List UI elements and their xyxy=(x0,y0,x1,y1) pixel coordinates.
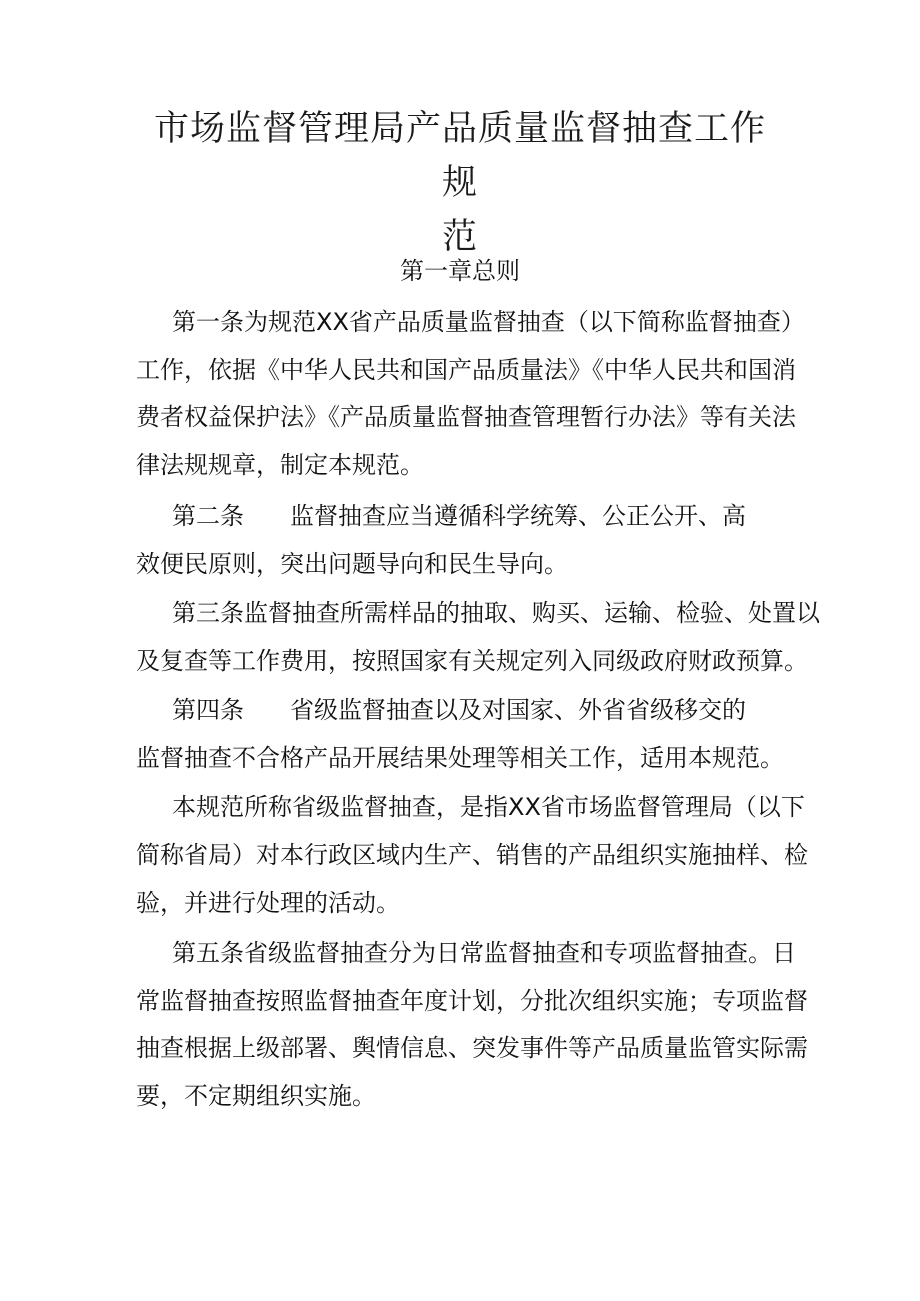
document-title-line-2: 范 xyxy=(441,217,478,257)
article-4-definition-line-3: 验，并进行处理的活动。 xyxy=(136,889,400,917)
article-1-line-3: 费者权益保护法》《产品质量监督抽查管理暂行办法》等有关法 xyxy=(136,403,796,431)
article-1-line-1: 第一条为规范XX省产品质量监督抽查（以下简称监督抽查） xyxy=(172,308,805,336)
article-2-text: 监督抽查应当遵循科学统筹、公正公开、高 xyxy=(290,502,746,530)
article-4-text: 省级监督抽查以及对国家、外省省级移交的 xyxy=(290,696,746,724)
article-5-line-1: 第五条省级监督抽查分为日常监督抽查和专项监督抽查。日 xyxy=(172,939,796,967)
article-3-line-1: 第三条监督抽查所需样品的抽取、购买、运输、检验、处置以 xyxy=(172,599,820,627)
article-4-definition-line-2: 简称省局）对本行政区域内生产、销售的产品组织实施抽样、检 xyxy=(136,841,808,869)
document-title-line-1: 市场监督管理局产品质量监督抽查工作规 xyxy=(153,109,766,203)
article-5-line-3: 抽查根据上级部署、舆情信息、突发事件等产品质量监管实际需 xyxy=(136,1034,808,1062)
chapter-heading: 第一章总则 xyxy=(400,257,520,285)
document-title xyxy=(140,102,780,264)
article-2-line-2: 效便民原则，突出问题导向和民生导向。 xyxy=(136,550,568,578)
article-4-line-2: 监督抽查不合格产品开展结果处理等相关工作，适用本规范。 xyxy=(136,744,784,772)
article-4-definition-line-1: 本规范所称省级监督抽查，是指XX省市场监督管理局（以下 xyxy=(172,793,805,821)
article-2-number: 第二条 xyxy=(172,502,244,530)
article-1-line-2: 工作，依据《中华人民共和国产品质量法》《中华人民共和国消 xyxy=(136,356,796,384)
article-3-line-2: 及复查等工作费用，按照国家有关规定列入同级政府财政预算。 xyxy=(136,647,808,675)
article-5-line-4: 要，不定期组织实施。 xyxy=(136,1082,376,1110)
article-2-line-1 xyxy=(172,500,746,532)
article-4-line-1 xyxy=(172,694,746,726)
article-5-line-2: 常监督抽查按照监督抽查年度计划，分批次组织实施；专项监督 xyxy=(136,987,808,1015)
article-1-line-4: 律法规规章，制定本规范。 xyxy=(136,451,424,479)
article-4-number: 第四条 xyxy=(172,696,244,724)
